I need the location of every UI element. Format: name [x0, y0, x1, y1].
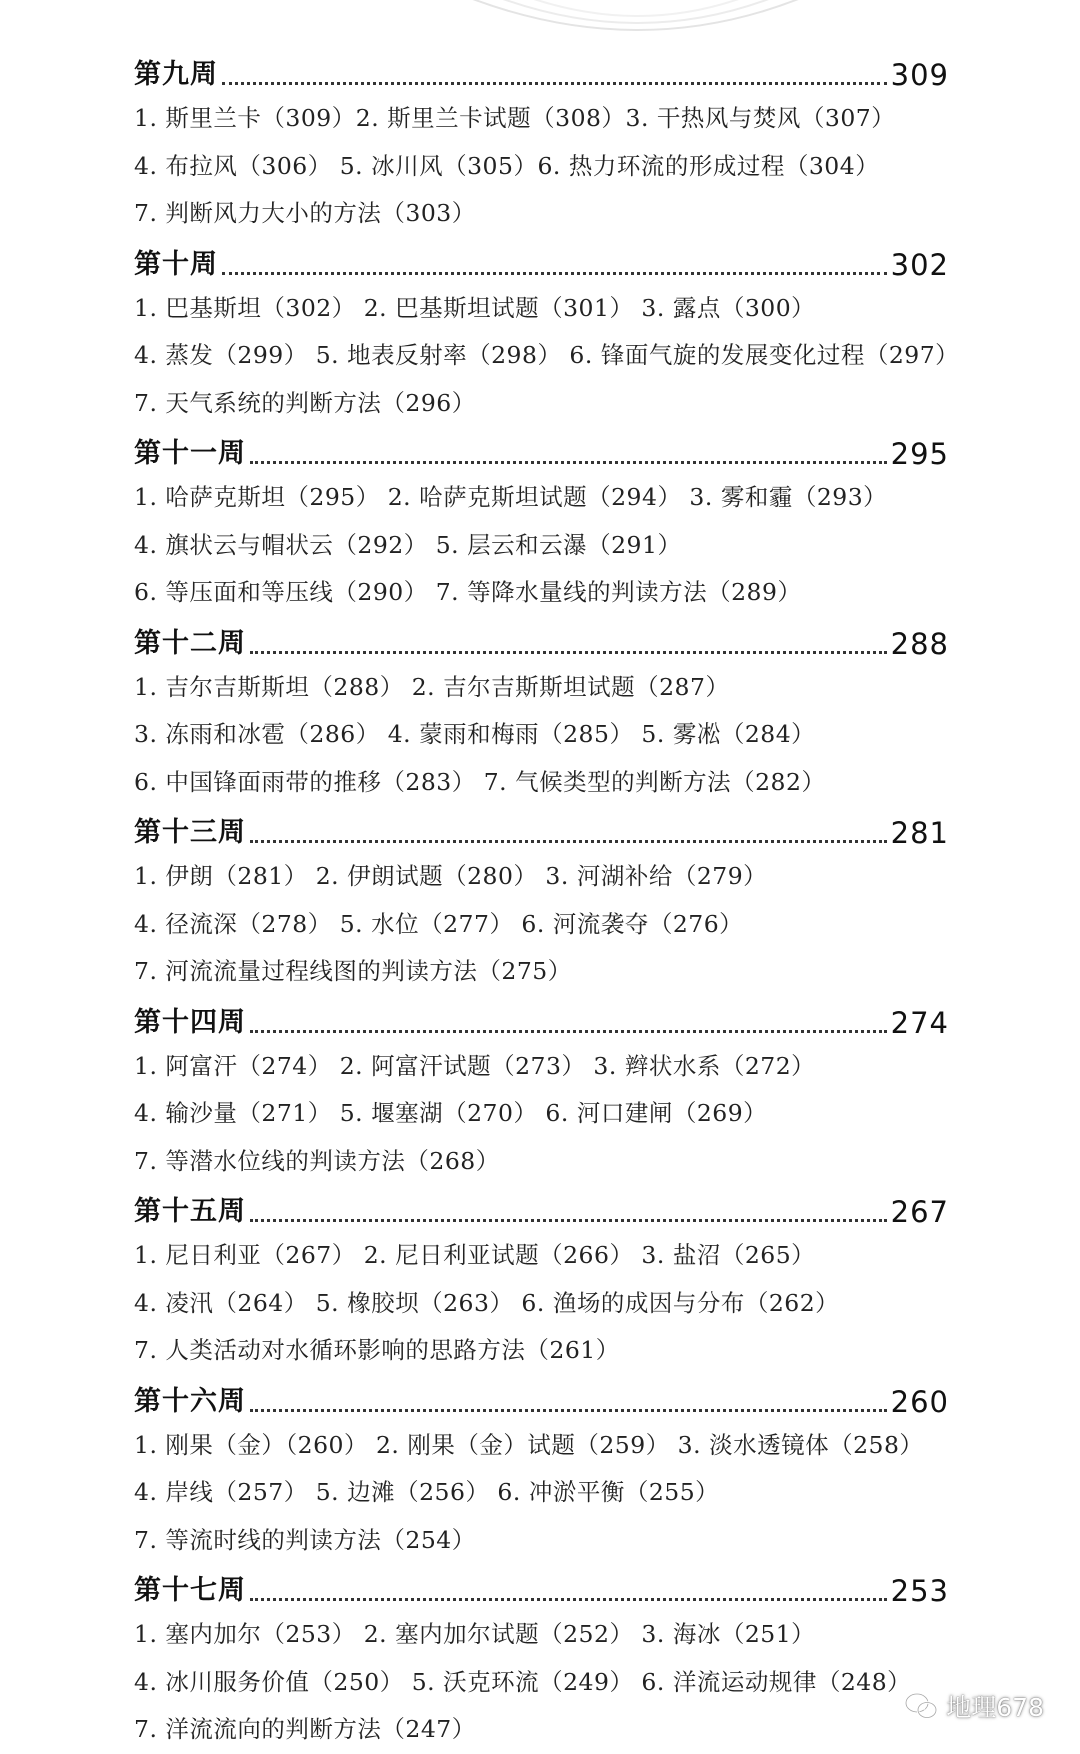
section-heading	[134, 238, 949, 285]
toc-entry-line: 1. 巴基斯坦（302） 2. 巴基斯坦试题（301） 3. 露点（300）	[134, 293, 816, 322]
dot-leader	[250, 650, 887, 654]
toc-entry-line: 3. 冻雨和冰雹（286） 4. 蒙雨和梅雨（285） 5. 雾凇（284）	[134, 720, 816, 748]
toc-entry-line: 7. 等流时线的判读方法（254）	[134, 1525, 476, 1554]
dot-leader	[222, 271, 887, 275]
section-title: 第九周	[134, 59, 218, 90]
top-decoration	[0, 0, 1080, 40]
watermark	[904, 1688, 1044, 1724]
toc-entry-line: 1. 刚果（金）（260） 2. 刚果（金）试题（259） 3. 淡水透镜体（258）	[134, 1430, 924, 1459]
wechat-icon	[904, 1692, 938, 1720]
toc-section	[134, 48, 949, 238]
section-title: 第十七周	[134, 1575, 246, 1606]
section-heading	[134, 1185, 949, 1232]
toc-section	[134, 1375, 949, 1565]
section-title: 第十一周	[134, 438, 246, 469]
dot-leader	[222, 81, 887, 85]
section-page-number: 288	[890, 626, 949, 661]
section-page-number: 281	[890, 816, 949, 850]
section-page-number: 302	[890, 247, 949, 282]
dot-leader	[250, 1029, 887, 1033]
section-page-number: 295	[890, 437, 949, 471]
toc-entry-line: 4. 输沙量（271） 5. 堰塞湖（270） 6. 河口建闸（269）	[134, 1099, 768, 1127]
section-heading	[134, 427, 949, 474]
toc-entry-line: 7. 人类活动对水循环影响的思路方法（261）	[134, 1336, 620, 1364]
toc-entry-line: 1. 斯里兰卡（309）2. 斯里兰卡试题（308）3. 干热风与焚风（307）	[134, 104, 896, 132]
toc-entry-line: 1. 尼日利亚（267） 2. 尼日利亚试题（266） 3. 盐沼（265）	[134, 1241, 816, 1269]
section-title: 第十三周	[134, 817, 246, 848]
toc-entry-line: 7. 河流流量过程线图的判读方法（275）	[134, 957, 572, 985]
toc-section	[134, 238, 960, 428]
toc-entry-line: 7. 洋流流向的判断方法（247）	[134, 1715, 476, 1743]
section-heading	[134, 617, 949, 664]
section-title: 第十周	[134, 248, 218, 280]
toc-entry-line: 1. 哈萨克斯坦（295） 2. 哈萨克斯坦试题（294） 3. 雾和霾（293）	[134, 483, 888, 511]
section-page-number: 274	[890, 1005, 949, 1040]
section-heading	[134, 1564, 949, 1611]
section-heading	[134, 806, 949, 853]
section-heading	[134, 996, 949, 1043]
dot-leader	[250, 839, 887, 843]
toc-entry-line: 4. 旗状云与帽状云（292） 5. 层云和云瀑（291）	[134, 530, 682, 559]
toc-entry-line: 6. 等压面和等压线（290） 7. 等降水量线的判读方法（289）	[134, 578, 802, 606]
toc-entry-line: 4. 岸线（257） 5. 边滩（256） 6. 冲淤平衡（255）	[134, 1478, 720, 1506]
toc-entry-line: 6. 中国锋面雨带的推移（283） 7. 气候类型的判断方法（282）	[134, 767, 826, 796]
section-page-number: 309	[890, 58, 949, 92]
toc-entry-line: 4. 凌汛（264） 5. 橡胶坝（263） 6. 渔场的成因与分布（262）	[134, 1288, 840, 1317]
toc-entry-line: 4. 布拉风（306） 5. 冰川风（305）6. 热力环流的形成过程（304）	[134, 151, 880, 180]
section-heading	[134, 48, 949, 95]
table-of-contents	[134, 48, 960, 1754]
toc-entry-line: 4. 径流深（278） 5. 水位（277） 6. 河流袭夺（276）	[134, 909, 744, 938]
toc-section	[134, 1564, 949, 1754]
toc-entry-line: 1. 塞内加尔（253） 2. 塞内加尔试题（252） 3. 海冰（251）	[134, 1620, 816, 1648]
section-page-number: 267	[890, 1195, 949, 1229]
section-title: 第十二周	[134, 627, 246, 659]
toc-section	[134, 1185, 949, 1375]
section-title: 第十五周	[134, 1196, 246, 1227]
dot-leader	[250, 460, 887, 464]
toc-section	[134, 617, 949, 807]
toc-entry-line: 7. 判断风力大小的方法（303）	[134, 199, 476, 227]
toc-entry-line: 7. 天气系统的判断方法（296）	[134, 388, 476, 417]
toc-section	[134, 806, 949, 996]
watermark-text: 地理678	[946, 1693, 1044, 1722]
section-title: 第十四周	[134, 1006, 246, 1038]
section-title: 第十六周	[134, 1385, 246, 1417]
dot-leader	[250, 1597, 887, 1601]
toc-entry-line: 7. 等潜水位线的判读方法（268）	[134, 1146, 500, 1175]
toc-entry-line: 1. 伊朗（281） 2. 伊朗试题（280） 3. 河湖补给（279）	[134, 862, 768, 890]
toc-section	[134, 996, 949, 1186]
toc-section	[134, 427, 949, 617]
section-heading	[134, 1375, 949, 1422]
toc-entry-line: 4. 蒸发（299） 5. 地表反射率（298） 6. 锋面气旋的发展变化过程（297）	[134, 341, 960, 369]
section-page-number: 260	[890, 1384, 949, 1419]
toc-entry-line: 1. 阿富汗（274） 2. 阿富汗试题（273） 3. 辫状水系（272）	[134, 1051, 816, 1080]
dot-leader	[250, 1408, 887, 1412]
toc-entry-line: 1. 吉尔吉斯斯坦（288） 2. 吉尔吉斯斯坦试题（287）	[134, 672, 730, 701]
dot-leader	[250, 1218, 887, 1222]
toc-entry-line: 4. 冰川服务价值（250） 5. 沃克环流（249） 6. 洋流运动规律（248）	[134, 1667, 912, 1696]
section-page-number: 253	[890, 1574, 949, 1608]
